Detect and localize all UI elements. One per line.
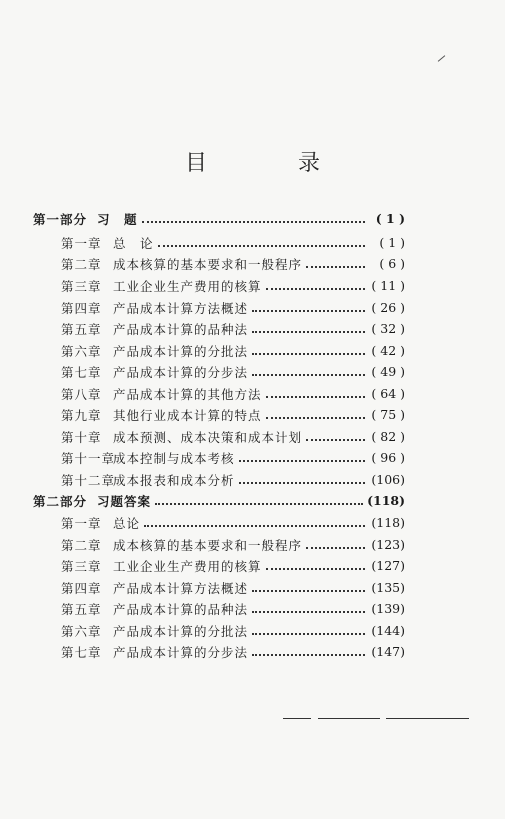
toc-title: 产品成本计算的分批法 bbox=[113, 343, 249, 359]
toc-title: 产品成本计算的分步法 bbox=[113, 364, 249, 380]
toc-title: 成本核算的基本要求和一般程序 bbox=[113, 537, 303, 553]
toc-title: 产品成本计算的分批法 bbox=[113, 623, 249, 639]
toc-number: 第七章 bbox=[61, 364, 102, 380]
toc-number: 第二章 bbox=[61, 537, 102, 553]
toc-title: 产品成本计算的分步法 bbox=[113, 644, 249, 660]
toc-number: 第十一章 bbox=[61, 450, 116, 466]
rule-segment bbox=[318, 718, 380, 719]
toc-title: 其他行业成本计算的特点 bbox=[113, 407, 262, 423]
toc-title: 习题答案 bbox=[97, 493, 152, 509]
toc-number: 第一章 bbox=[61, 515, 102, 531]
toc-number: 第一部分 bbox=[33, 211, 88, 227]
toc-number: 第二章 bbox=[61, 256, 102, 272]
toc-title: 习 题 bbox=[97, 211, 138, 227]
toc-page-number: ( 1 ) bbox=[379, 235, 405, 250]
toc-number: 第九章 bbox=[61, 407, 102, 423]
toc-page-number: ( 6 ) bbox=[379, 256, 405, 271]
toc-title: 产品成本计算的其他方法 bbox=[113, 386, 262, 402]
toc-page-number: ( 96 ) bbox=[371, 450, 405, 465]
toc-number: 第六章 bbox=[61, 623, 102, 639]
toc-number: 第四章 bbox=[61, 300, 102, 316]
toc-page-number: (127) bbox=[371, 558, 405, 573]
rule-segment bbox=[386, 718, 469, 719]
toc-title: 成本控制与成本考核 bbox=[113, 450, 235, 466]
toc-title: 工业企业生产费用的核算 bbox=[113, 278, 262, 294]
toc-title: 成本预测、成本决策和成本计划 bbox=[113, 429, 303, 445]
toc-number: 第四章 bbox=[61, 580, 102, 596]
toc-page-number: (144) bbox=[371, 623, 405, 638]
toc-number: 第三章 bbox=[61, 558, 102, 574]
toc-number: 第三章 bbox=[61, 278, 102, 294]
toc-page-number: ( 42 ) bbox=[371, 343, 405, 358]
toc-page-number: (118) bbox=[367, 493, 405, 508]
toc-page-number: (118) bbox=[371, 515, 405, 530]
toc-page-number: ( 1 ) bbox=[375, 211, 405, 226]
toc-title: 工业企业生产费用的核算 bbox=[113, 558, 262, 574]
toc-page-number: (106) bbox=[371, 472, 405, 487]
toc-number: 第十章 bbox=[61, 429, 102, 445]
toc-page-number: ( 32 ) bbox=[371, 321, 405, 336]
toc-number: 第二部分 bbox=[33, 493, 88, 509]
toc-title: 成本报表和成本分析 bbox=[113, 472, 235, 488]
page-title: 目 录 bbox=[185, 151, 362, 176]
toc-page-number: ( 82 ) bbox=[371, 429, 405, 444]
toc-number: 第八章 bbox=[61, 386, 102, 402]
toc-number: 第六章 bbox=[61, 343, 102, 359]
toc-title: 总论 bbox=[113, 515, 141, 531]
toc-page-number: ( 75 ) bbox=[371, 407, 405, 422]
toc-page-number: (135) bbox=[371, 580, 405, 595]
toc-title: 产品成本计算的品种法 bbox=[113, 321, 249, 337]
toc-page-number: (123) bbox=[371, 537, 405, 552]
toc-title: 成本核算的基本要求和一般程序 bbox=[113, 256, 303, 272]
toc-page-number: ( 11 ) bbox=[371, 278, 405, 293]
rule-segment bbox=[283, 718, 311, 719]
toc-page-number: ( 64 ) bbox=[371, 386, 405, 401]
toc-page-number: (139) bbox=[371, 601, 405, 616]
toc-page-number: ( 49 ) bbox=[371, 364, 405, 379]
toc-number: 第十二章 bbox=[61, 472, 116, 488]
toc-title: 产品成本计算方法概述 bbox=[113, 580, 249, 596]
toc-number: 第一章 bbox=[61, 235, 102, 251]
toc-title: 产品成本计算的品种法 bbox=[113, 601, 249, 617]
toc-title: 总 论 bbox=[113, 235, 154, 251]
toc-page-number: (147) bbox=[371, 644, 405, 659]
toc-number: 第五章 bbox=[61, 321, 102, 337]
toc-number: 第五章 bbox=[61, 601, 102, 617]
toc-title: 产品成本计算方法概述 bbox=[113, 300, 249, 316]
toc-number: 第七章 bbox=[61, 644, 102, 660]
toc-page-number: ( 26 ) bbox=[371, 300, 405, 315]
